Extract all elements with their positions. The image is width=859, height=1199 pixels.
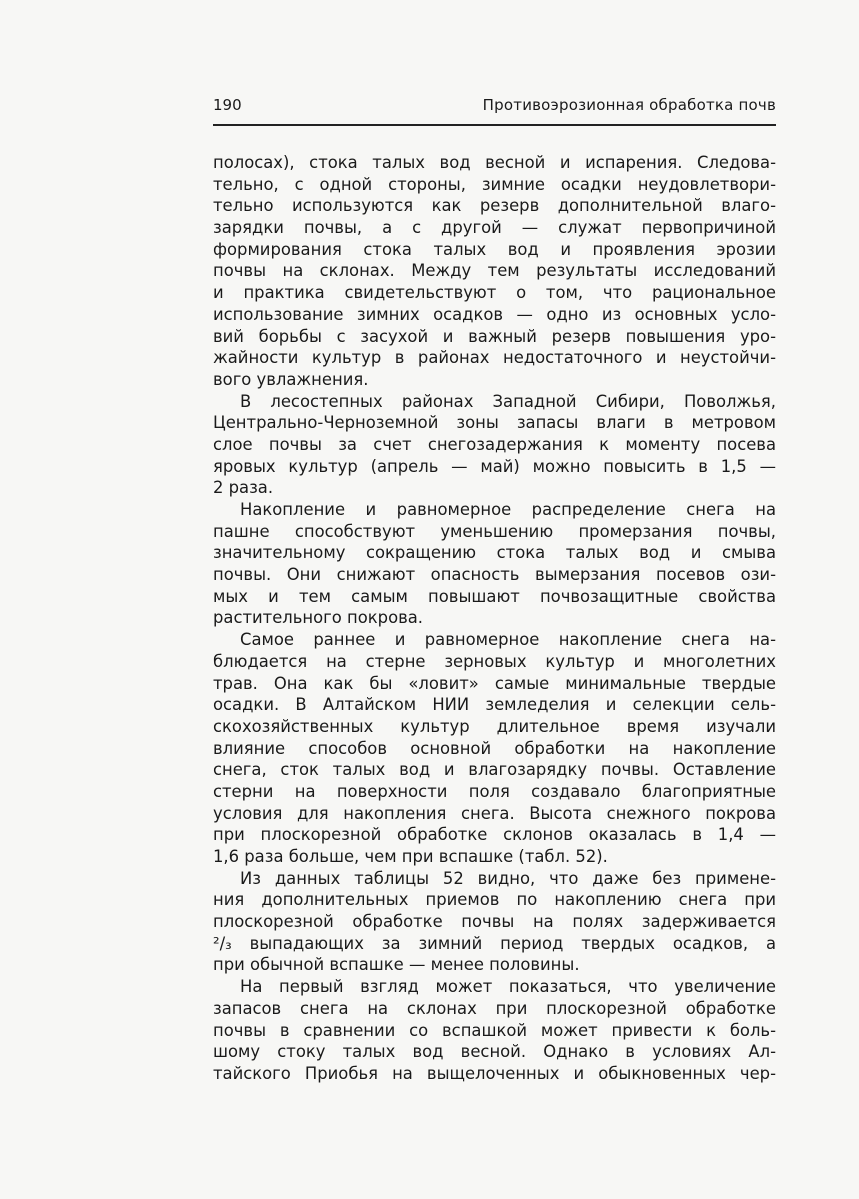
text-line: при плоскорезной обработке склонов оказалась в 1,4 — (213, 825, 776, 845)
text-line: 1,6 раза больше, чем при вспашке (табл. 52). (213, 847, 608, 866)
text-line: трав. Она как бы «ловит» самые минимальные твердые (213, 673, 776, 693)
text-line: условия для накопления снега. Высота снежного покрова (213, 803, 776, 823)
text-line: вий борьбы с засухой и важный резерв повышения уро- (213, 326, 776, 346)
text-line: Центрально-Черноземной зоны запасы влаги в метровом (213, 413, 776, 433)
running-head (213, 92, 776, 118)
text-line: и практика свидетельствуют о том, что рациональное (213, 283, 776, 303)
text-line: растительного покрова. (213, 608, 424, 628)
page-number: 190 (213, 96, 242, 114)
text-line: Самое раннее и равномерное накопление снега на- (240, 630, 776, 650)
text-line: значительному сокращению стока талых вод и смыва (213, 543, 776, 563)
text-line: при обычной вспашке — менее половины. (213, 955, 580, 975)
text-line: На первый взгляд может показаться, что увеличение (240, 977, 776, 997)
text-line: блюдается на стерне зерновых культур и многолетних (213, 651, 776, 671)
text-line: яровых культур (апрель — май) можно повысить в 1,5 — (213, 456, 776, 476)
text-line: почвы в сравнении со вспашкой может привести к боль- (213, 1020, 776, 1040)
text-line: ²/₃ выпадающих за зимний период твердых осадков, а (213, 933, 776, 953)
text-line: ния дополнительных приемов по накоплению снега при (213, 890, 776, 910)
text-line: 2 раза. (213, 478, 274, 498)
text-line: зарядки почвы, а с другой — служат первопричиной (213, 218, 776, 238)
text-line: жайности культур в районах недостаточного и неустойчи- (213, 348, 776, 368)
text-line: мых и тем самым повышают почвозащитные свойства (213, 586, 776, 606)
text-line: скохозяйственных культур длительное время изучали (213, 716, 776, 736)
text-line: В лесостепных районах Западной Сибири, Поволжья, (240, 391, 776, 411)
running-title: Противоэрозионная обработка почв (482, 96, 776, 114)
text-line: тельно используются как резерв дополнительной влаго- (213, 196, 776, 216)
text-line: вого увлажнения. (213, 369, 369, 389)
text-line: формирования стока талых вод и проявления эрозии (213, 239, 776, 259)
text-line: почвы на склонах. Между тем результаты исследований (213, 261, 776, 281)
text-line: тайского Приобья на выщелоченных и обыкновенных чер- (213, 1063, 776, 1083)
text-line: осадки. В Алтайском НИИ земледелия и селекции сель- (213, 695, 776, 715)
text-line: шому стоку талых вод весной. Однако в условиях Ал- (213, 1042, 776, 1062)
text-line: почвы. Они снижают опасность вымерзания посевов ози- (213, 565, 776, 585)
text-line: запасов снега на склонах при плоскорезной обработке (213, 998, 776, 1018)
text-line: полосах), стока талых вод весной и испарения. Следова- (213, 153, 776, 172)
header-rule (213, 124, 776, 126)
text-line: слое почвы за счет снегозадержания к моменту посева (213, 434, 776, 454)
text-line: стерни на поверхности поля создавало благоприятные (213, 781, 776, 801)
body-text (213, 152, 776, 1085)
text-line: снега, сток талых вод и влагозарядку почвы. Оставление (213, 760, 776, 780)
text-line: влияние способов основной обработки на накопление (213, 738, 776, 758)
text-line: использование зимних осадков — одно из основных усло- (213, 304, 776, 324)
text-line: Накопление и равномерное распределение снега на (240, 500, 776, 519)
text-line: тельно, с одной стороны, зимние осадки неудовлетвори- (213, 174, 776, 194)
text-line: плоскорезной обработке почвы на полях задерживается (213, 912, 776, 932)
text-line: Из данных таблицы 52 видно, что даже без примене- (240, 868, 776, 888)
text-line: пашне способствуют уменьшению промерзания почвы, (213, 521, 776, 541)
